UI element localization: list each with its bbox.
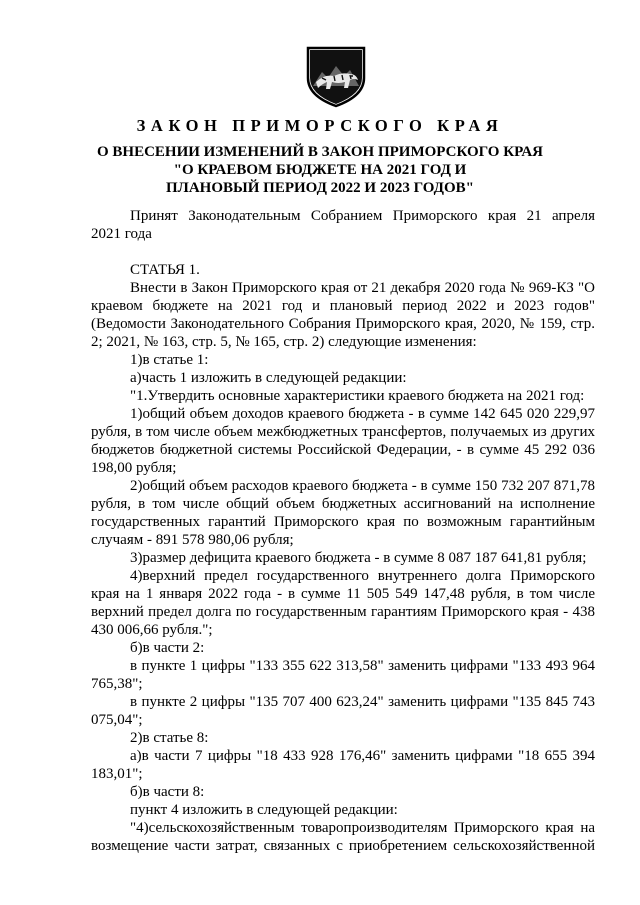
paragraph: 1)в статье 1: [130,352,209,368]
document-body [91,207,595,855]
adoption-line: Принят Законодательным Собранием Приморского края 21 апреля [130,208,595,224]
paragraph: 3)размер дефицита краевого бюджета - в сумме 8 087 187 641,81 рубля; [130,550,587,566]
paragraph: 4)верхний предел государственного внутреннего долга Приморского края на 1 января 2022 года - в сумме 11 505 549 147,48 рубля, в том числе верхний предел долга по государственным гарантиям Приморского края - 438 430 006,66 рубля."; [91,568,595,638]
paragraph: "4)сельскохозяйственным товаропроизводителям Приморского края на [130,820,595,836]
subtitle-line: О ВНЕСЕНИИ ИЗМЕНЕНИЙ В ЗАКОН ПРИМОРСКОГО КРАЯ [97,144,543,160]
subtitle-line: "О КРАЕВОМ БЮДЖЕТЕ НА 2021 ГОД И [173,162,467,178]
paragraph: 2)в статье 8: [130,730,209,746]
paragraph: в пункте 2 цифры "135 707 400 623,24" заменить цифрами "135 845 743 075,04"; [91,694,595,728]
law-title: ЗАКОН ПРИМОРСКОГО КРАЯ [136,116,504,135]
law-subtitle [0,143,640,197]
paragraph: Внести в Закон Приморского края от 21 декабря 2020 года № 969-КЗ "О краевом бюджете на 2021 год и плановый период 2022 и 2023 годов" (Ведомости Законодательного Собрания Приморского края, 2020, № 159, стр. 2; 2021, № 163, стр. 5, № 165, стр. 2) следующие изменения: [91,280,595,350]
paragraph: а)в части 7 цифры "18 433 928 176,46" заменить цифрами "18 655 394 183,01"; [91,748,595,782]
paragraph-cont: возмещение части затрат, связанных с приобретением сельскохозяйственной [91,838,595,854]
paragraph: в пункте 1 цифры "133 355 622 313,58" заменить цифрами "133 493 964 765,38"; [91,658,595,692]
primorye-coat-of-arms-icon [304,44,368,108]
paragraph: пункт 4 изложить в следующей редакции: [130,802,398,818]
paragraph: б)в части 8: [130,784,205,800]
paragraph: "1.Утвердить основные характеристики краевого бюджета на 2021 год: [130,388,585,404]
subtitle-line: ПЛАНОВЫЙ ПЕРИОД 2022 И 2023 ГОДОВ" [166,180,474,196]
article-heading: СТАТЬЯ 1. [130,262,200,278]
adoption-line-cont: 2021 года [91,226,152,242]
paragraph: 1)общий объем доходов краевого бюджета - в сумме 142 645 020 229,97 рубля, в том числе объем межбюджетных трансфертов, получаемых из других бюджетов бюджетной системы Российской Федерации, - в сумме 45 292 036 198,00 рубля; [91,406,595,476]
paragraph: 2)общий объем расходов краевого бюджета - в сумме 150 732 207 871,78 рубля, в том числе общий объем бюджетных ассигнований на исполнение государственных гарантий Приморского края по возможным гарантийным случаям - 891 578 980,06 рубля; [91,478,595,548]
paragraph: б)в части 2: [130,640,205,656]
paragraph: а)часть 1 изложить в следующей редакции: [130,370,407,386]
